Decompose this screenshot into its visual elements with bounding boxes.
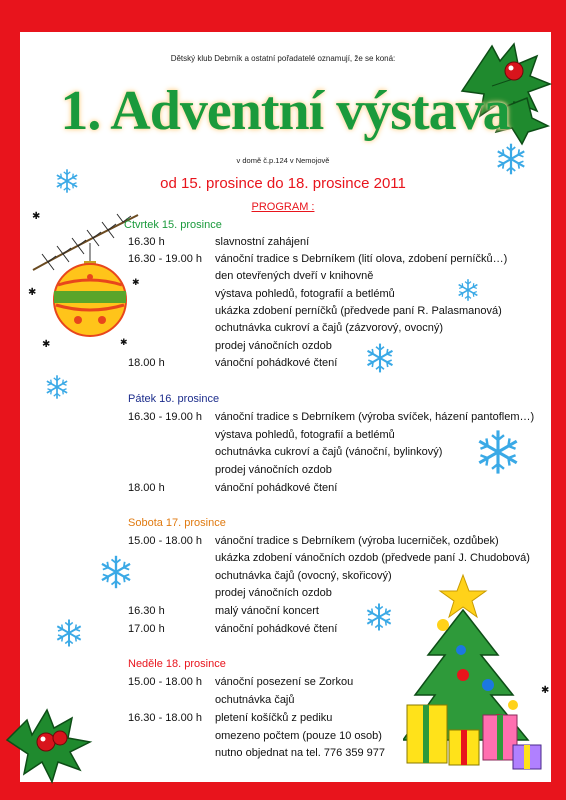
day-heading-friday: Pátek 16. prosince — [128, 393, 220, 405]
red-border-right — [551, 0, 566, 800]
svg-text:✱: ✱ — [28, 287, 37, 298]
svg-text:✱: ✱ — [42, 339, 51, 350]
event-text: ochutnávka čajů — [215, 694, 295, 706]
event-text: ochutnávka čajů (ovocný, skořicový) — [215, 570, 392, 582]
event-text: ochutnávka cukroví a čajů (zázvorový, ovocný) — [215, 322, 444, 334]
snowflake-icon — [474, 428, 522, 476]
event-time: 18.00 h — [128, 357, 165, 369]
svg-text:✱: ✱ — [541, 685, 550, 696]
event-text: prodej vánočních ozdob — [215, 340, 332, 352]
svg-text:✱: ✱ — [120, 337, 128, 347]
event-time: 18.00 h — [128, 482, 165, 494]
location-text: v domě č.p.124 v Nemojově — [236, 156, 330, 165]
event-text: omezeno počtem (pouze 10 osob) — [215, 730, 382, 742]
snowflake-icon — [364, 342, 396, 374]
date-range: od 15. prosince do 18. prosince 2011 — [160, 175, 406, 192]
snowflake-icon — [456, 278, 480, 302]
event-text: den otevřených dveří v knihovně — [215, 270, 374, 282]
event-text: ukázka zdobení perníčků (předvede paní R. Palasmanová) — [215, 305, 502, 317]
intro-text: Dětský klub Debrník a ostatní pořadatelé oznamují, že se koná: — [170, 54, 396, 63]
holly-bottom-left-icon — [2, 690, 102, 790]
event-time: 16.30 - 19.00 h — [128, 253, 203, 265]
page-title: 1. Adventní výstava — [60, 80, 510, 142]
snowflake-icon — [98, 554, 134, 590]
event-text: ochutnávka cukroví a čajů (vánoční, bylinkový) — [215, 446, 443, 458]
red-border-left — [0, 0, 20, 800]
event-text: vánoční pohádkové čtení — [215, 482, 338, 494]
program-heading: PROGRAM : — [251, 201, 315, 213]
red-border-top — [0, 0, 566, 32]
event-text: výstava pohledů, fotografií a betlémů — [215, 288, 395, 300]
event-time: 17.00 h — [128, 623, 165, 635]
event-time: 16.30 - 18.00 h — [128, 712, 203, 724]
event-text: pletení košíčků z pediku — [215, 712, 333, 724]
event-time: 15.00 - 18.00 h — [128, 676, 203, 688]
event-time: 16.30 - 19.00 h — [128, 411, 203, 423]
event-text: prodej vánočních ozdob — [215, 464, 332, 476]
event-text: ukázka zdobení vánočních ozdob (předvede paní J. Chudobová) — [215, 552, 530, 564]
day-heading-saturday: Sobota 17. prosince — [128, 517, 226, 529]
event-text: malý vánoční koncert — [215, 605, 319, 617]
day-heading-sunday: Neděle 18. prosince — [128, 658, 226, 670]
event-time: 16.30 h — [128, 605, 165, 617]
snowflake-icon — [54, 618, 84, 648]
event-text: vánoční pohádkové čtení — [215, 623, 338, 635]
svg-text:✱: ✱ — [32, 211, 41, 222]
event-text: prodej vánočních ozdob — [215, 587, 332, 599]
christmas-tree-icon — [403, 565, 553, 780]
snowflake-icon — [364, 602, 394, 632]
svg-text:✱: ✱ — [132, 277, 140, 287]
event-text: vánoční posezení se Zorkou — [215, 676, 354, 688]
snowflake-icon — [44, 374, 70, 400]
event-text: nutno objednat na tel. 776 359 977 — [215, 747, 386, 759]
event-text: vánoční tradice s Debrníkem (výroba svíček, házení pantoflem…) — [215, 411, 535, 423]
event-time: 15.00 - 18.00 h — [128, 535, 203, 547]
event-time: 16.30 h — [128, 236, 165, 248]
event-text: slavnostní zahájení — [215, 236, 310, 248]
event-text: výstava pohledů, fotografií a betlémů — [215, 429, 395, 441]
event-text: vánoční tradice s Debrníkem (lití olova, zdobení perníčků…) — [215, 253, 508, 265]
day-heading-thursday: Čtvrtek 15. prosince — [124, 219, 222, 231]
event-text: vánoční pohádkové čtení — [215, 357, 338, 369]
event-text: vánoční tradice s Debrníkem (výroba lucerniček, ozdůbek) — [215, 535, 499, 547]
